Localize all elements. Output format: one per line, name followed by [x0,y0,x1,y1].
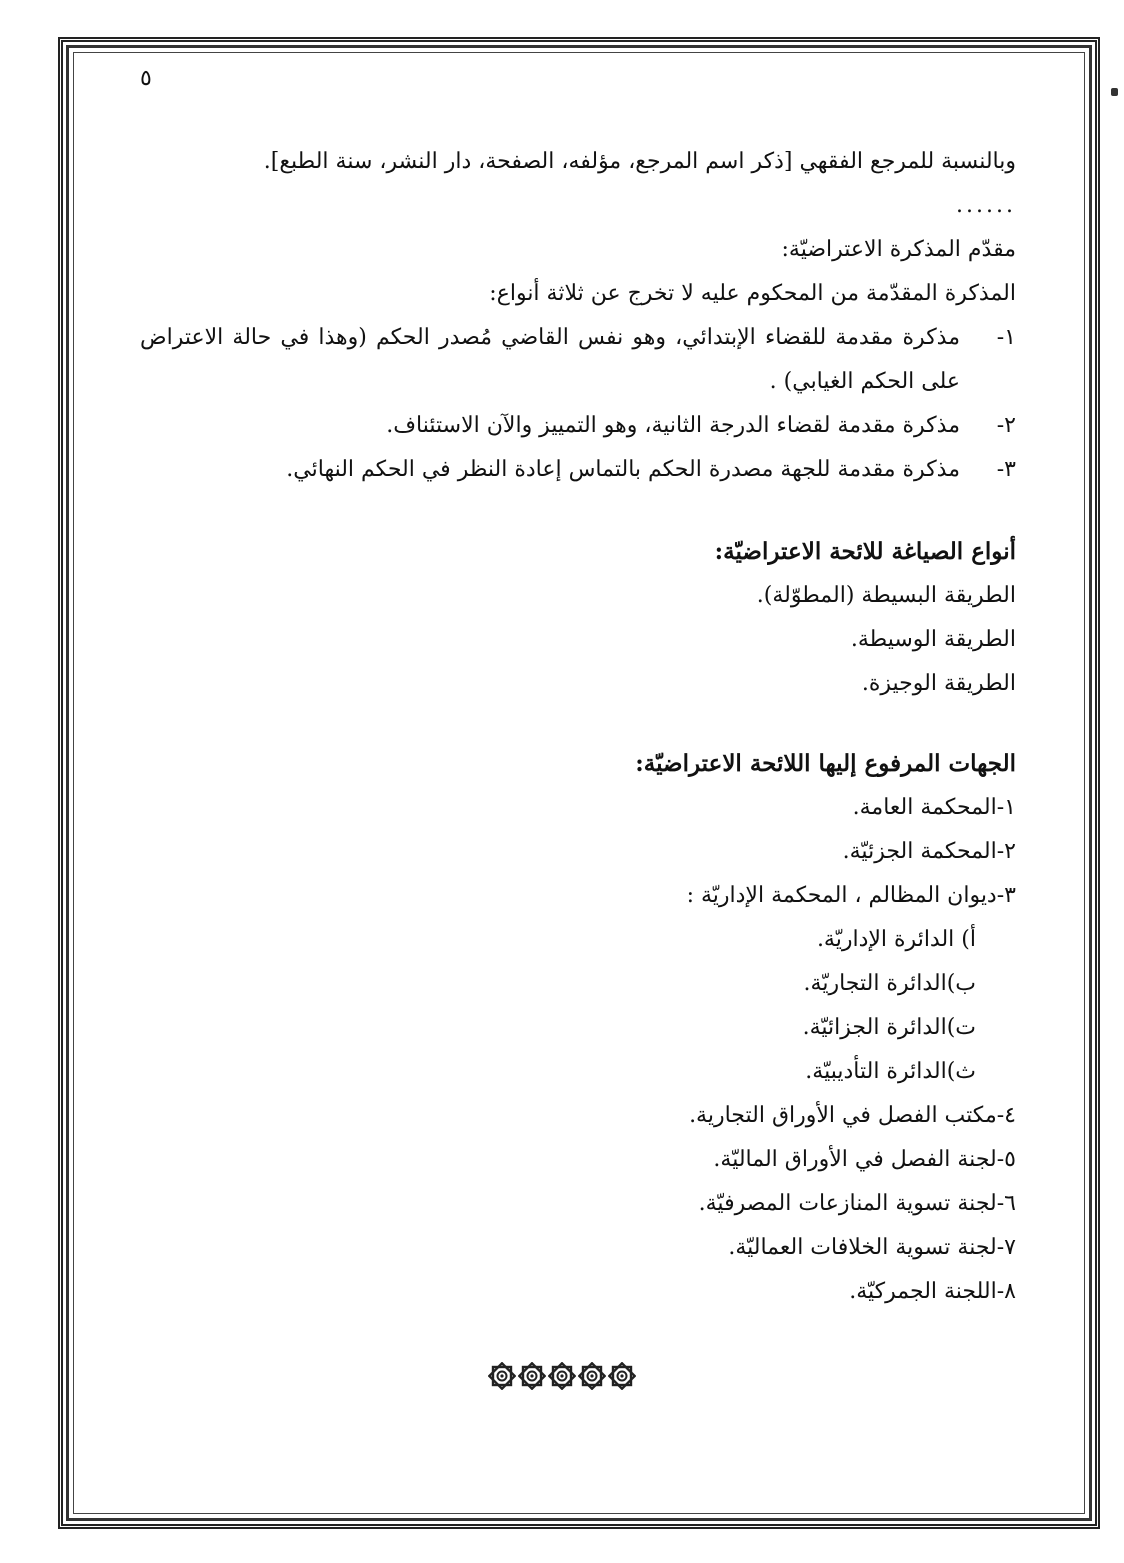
bodies-item: ٥-لجنة الفصل في الأوراق الماليّة. [713,1147,1016,1172]
memo-section-title: مقدّم المذكرة الاعتراضيّة: [781,237,1016,262]
drafting-item: الطريقة الوسيطة. [850,627,1016,652]
memo-list-item [140,404,1016,448]
memo-item-number: ١- [996,325,1016,350]
ellipsis: ...... [956,193,1016,218]
eight-point-star-ornament [488,1362,516,1390]
memo-item-number: ٢- [996,413,1016,438]
drafting-item: الطريقة الوجيزة. [861,671,1016,696]
page-content [140,140,1016,1314]
bodies-sub-item: ث)الدائرة التأديبيّة. [805,1059,976,1084]
bodies-item: ١-المحكمة العامة. [852,795,1016,820]
memo-item-number: ٣- [996,457,1016,482]
bodies-sub-item: ت)الدائرة الجزائيّة. [802,1015,976,1040]
memo-list-item [140,448,1016,492]
bodies-sub-item: ب)الدائرة التجاريّة. [803,971,976,996]
bodies-item: ٤-مكتب الفصل في الأوراق التجارية. [689,1103,1016,1128]
eight-point-star-ornament [608,1362,636,1390]
bodies-item: ٢-المحكمة الجزئيّة. [842,839,1016,864]
closing-ornament-row [0,1362,1124,1390]
memo-list-item [140,316,1016,404]
bodies-sub-item: أ) الدائرة الإداريّة. [816,927,976,952]
bodies-item: ٦-لجنة تسوية المنازعات المصرفيّة. [698,1191,1016,1216]
drafting-item: الطريقة البسيطة (المطوّلة). [756,583,1016,608]
page-number: ٥ [140,66,152,91]
drafting-heading: أنواع الصياغة للائحة الاعتراضيّة: [714,538,1016,565]
memo-item-text: مذكرة مقدمة لقضاء الدرجة الثانية، وهو التمييز والآن الاستئناف. [386,413,960,438]
memo-item-text: مذكرة مقدمة للقضاء الإبتدائي، وهو نفس القاضي مُصدر الحكم (وهذا في حالة الاعتراض على الحكم الغيابي) . [140,325,960,394]
bodies-heading: الجهات المرفوع إليها اللائحة الاعتراضيّة: [635,750,1016,777]
eight-point-star-ornament [578,1362,606,1390]
intro-reference-line: وبالنسبة للمرجع الفقهي [ذكر اسم المرجع، مؤلفه، الصفحة، دار النشر، سنة الطبع]. [263,149,1016,174]
memo-lead: المذكرة المقدّمة من المحكوم عليه لا تخرج عن ثلاثة أنواع: [489,281,1016,306]
scan-mark [1111,88,1118,96]
memo-item-text: مذكرة مقدمة للجهة مصدرة الحكم بالتماس إعادة النظر في الحكم النهائي. [286,457,960,482]
eight-point-star-ornament [518,1362,546,1390]
bodies-item: ٧-لجنة تسوية الخلافات العماليّة. [728,1235,1016,1260]
bodies-item: ٨-اللجنة الجمركيّة. [849,1279,1016,1304]
bodies-item: ٣-ديوان المظالم ، المحكمة الإداريّة : [686,883,1016,908]
eight-point-star-ornament [548,1362,576,1390]
